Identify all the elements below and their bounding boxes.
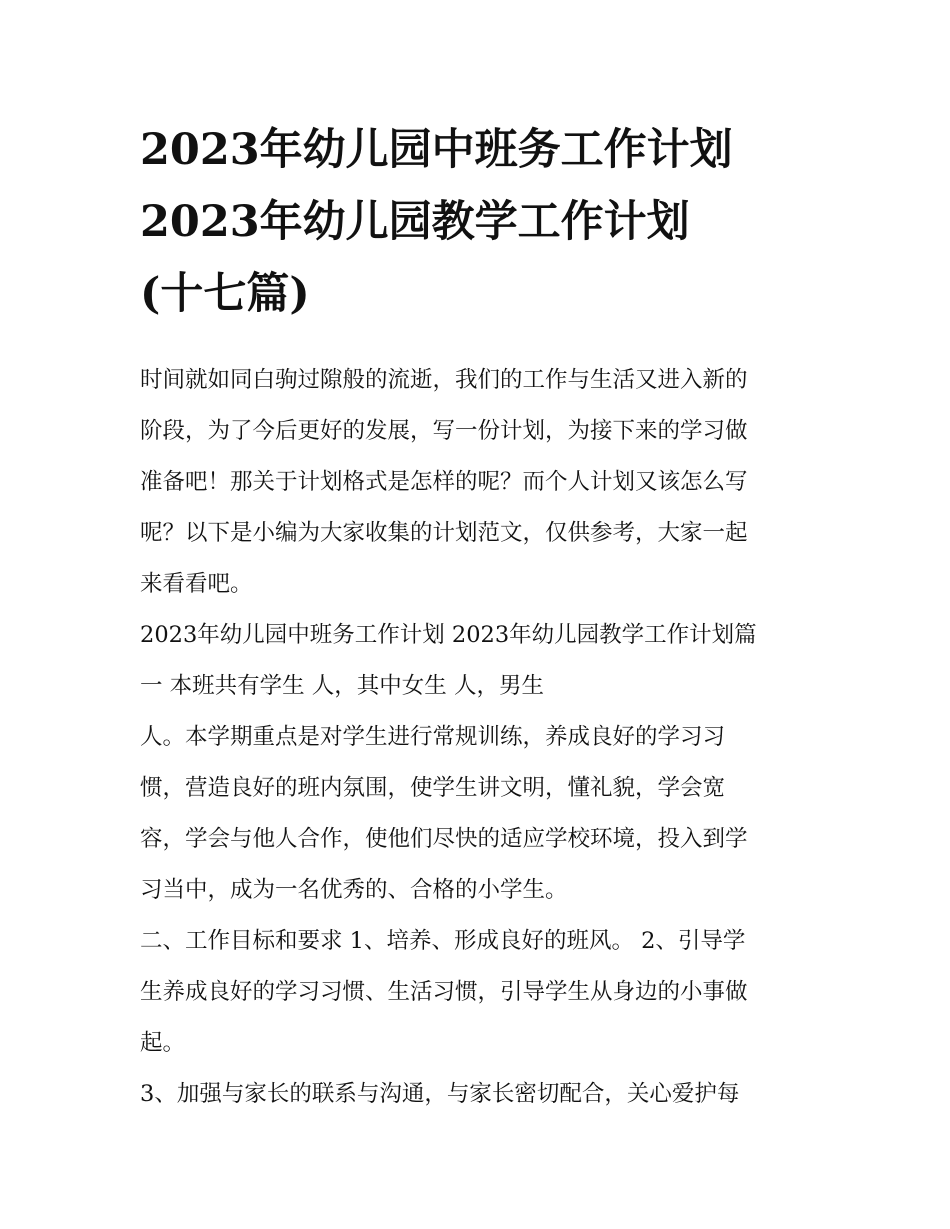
body-line: 来看看吧。 [140,571,253,597]
body-line: 3、加强与家长的联系与沟通，与家长密切配合，关心爱护每 [140,1081,740,1107]
body-line: 阶段，为了今后更好的发展，写一份计划，为接下来的学习做 [140,418,748,444]
body-line: 二、工作目标和要求 1、培养、形成良好的班风。 2、引导学 [140,928,746,954]
body-line: 起。 [140,1030,186,1056]
body-line: 一 本班共有学生 人，其中女生 人，男生 [140,673,544,699]
body-line: 时间就如同白驹过隙般的流逝，我们的工作与生活又进入新的 [140,367,748,393]
body-line: 2023年幼儿园中班务工作计划 2023年幼儿园教学工作计划篇 [140,622,757,648]
body-line: 容，学会与他人合作，使他们尽快的适应学校环境，投入到学 [140,826,748,852]
title-line: (十七篇) [140,269,310,319]
body-line: 惯，营造良好的班内氛围，使学生讲文明，懂礼貌，学会宽 [140,775,726,801]
body-line: 习当中，成为一名优秀的、合格的小学生。 [140,877,568,903]
title-line: 2023年幼儿园中班务工作计划 [140,125,733,175]
body-line: 人。本学期重点是对学生进行常规训练，养成良好的学习习 [140,724,726,750]
body-line: 准备吧！那关于计划格式是怎样的呢？而个人计划又该怎么写 [140,469,748,495]
title-line: 2023年幼儿园教学工作计划 [140,197,690,247]
body-line: 生养成良好的学习习惯、生活习惯，引导学生从身边的小事做 [140,979,748,1005]
document-body [140,355,820,1120]
document-title [140,114,830,330]
body-line: 呢？以下是小编为大家收集的计划范文，仅供参考，大家一起 [140,520,748,546]
